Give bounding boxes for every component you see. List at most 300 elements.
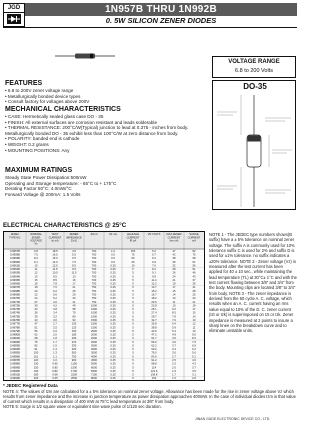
table-cell: 0.25 bbox=[110, 308, 116, 312]
table-cell: 1N964B bbox=[10, 275, 20, 279]
table-cell: 4.9 bbox=[172, 333, 176, 337]
table-cell: 8.4 bbox=[152, 268, 156, 272]
table-cell: 82 bbox=[34, 344, 38, 348]
diode-symbol-icon bbox=[7, 14, 21, 24]
table-cell: 1N962B bbox=[10, 268, 20, 272]
table-cell: 25.1 bbox=[151, 308, 157, 312]
table-cell: 5.6 bbox=[53, 293, 57, 297]
table-column-header: Izm mA bbox=[169, 239, 179, 243]
table-cell: 0.80 bbox=[52, 369, 58, 373]
table-cell: 5.1 bbox=[192, 355, 196, 359]
table-cell: 0.25 bbox=[110, 268, 116, 272]
table-cell: 0.25 bbox=[110, 278, 116, 282]
table-cell: 152 bbox=[151, 377, 157, 380]
table-cell: 1N972B bbox=[10, 304, 20, 308]
table-cell: 17 bbox=[192, 308, 196, 312]
table-cell: 3000 bbox=[91, 348, 97, 352]
max-ratings-heading: MAXIMUM RATINGS bbox=[5, 167, 73, 174]
list-item: Steady State Power Dissipation:500mW bbox=[5, 175, 87, 180]
table-cell: 22.8 bbox=[151, 304, 157, 308]
table-cell: 37 bbox=[192, 278, 196, 282]
table-cell: 10 bbox=[172, 304, 176, 308]
table-cell: 700 bbox=[91, 249, 97, 253]
list-item: Derating Factor 50°C: 4.0mW/°C bbox=[5, 186, 72, 192]
jedec-registered-note: * JEDEC Registered Data bbox=[3, 383, 58, 388]
table-cell: 4.6 bbox=[53, 300, 57, 304]
table-column-header: JEDEC bbox=[10, 233, 20, 237]
table-cell: 4.3 bbox=[192, 362, 196, 366]
table-column-header: IMPEDANCE bbox=[66, 236, 82, 240]
mechanical-heading: MECHANICAL CHARACTERISTICS bbox=[5, 106, 121, 113]
table-cell: 1000 bbox=[91, 311, 97, 315]
table-cell: 5 bbox=[132, 369, 134, 373]
table-cell: 10.5 bbox=[52, 271, 58, 275]
table-cell: 1.5 bbox=[53, 344, 57, 348]
voltage-range-label: VOLTAGE RANGE bbox=[228, 59, 280, 65]
list-item: • CASE: Hermetically sealed glass case DO - 35 bbox=[5, 114, 104, 119]
table-cell: 93 bbox=[72, 318, 76, 322]
table-cell: 62 bbox=[34, 333, 38, 337]
table-column-header: CURRENT bbox=[187, 236, 201, 240]
table-cell: 2.8 bbox=[192, 377, 196, 380]
table-cell: 130 bbox=[33, 362, 39, 366]
table-cell: 0.25 bbox=[110, 366, 116, 370]
table-cell: 3000 bbox=[91, 344, 97, 348]
table-cell: 8.5 bbox=[72, 264, 76, 268]
table-cell: 10 bbox=[192, 329, 196, 333]
list-item: • 6.8 to 200V zener voltage range bbox=[5, 88, 74, 93]
table-cell: 1.9 bbox=[172, 369, 176, 373]
table-cell: 400 bbox=[71, 348, 77, 352]
table-cell: 1N973B bbox=[10, 308, 20, 312]
table-cell: 5.2 bbox=[152, 249, 156, 253]
table-cell: 750 bbox=[91, 297, 97, 301]
table-cell: 6.2 bbox=[53, 289, 57, 293]
table-cell: 0.25 bbox=[110, 322, 116, 326]
table-cell: 13 bbox=[72, 275, 76, 279]
table-cell: 14.0 bbox=[52, 260, 58, 264]
table-cell: 700 bbox=[91, 257, 97, 261]
table-cell: 3.2 bbox=[53, 315, 57, 319]
table-column-header: ZENER bbox=[31, 236, 41, 240]
table-cell: 0.25 bbox=[110, 318, 116, 322]
electrical-table-grid bbox=[4, 232, 204, 380]
table-cell: 35 bbox=[172, 260, 176, 264]
table-column-header: Zzt Ω bbox=[70, 239, 78, 243]
table-cell: 150 bbox=[33, 366, 39, 370]
table-cell: 43 bbox=[34, 318, 38, 322]
table-cell: 1.0 bbox=[111, 249, 115, 253]
table-column-header: VOLTAGE bbox=[30, 239, 42, 243]
table-cell: 1N983B bbox=[10, 344, 20, 348]
table-column-header: TEST bbox=[51, 233, 59, 237]
table-cell: 38.8 bbox=[151, 326, 157, 330]
table-cell: 91 bbox=[34, 348, 38, 352]
table-cell: 16.7 bbox=[151, 293, 157, 297]
table-cell: 5 bbox=[132, 351, 134, 355]
table-cell: 0.25 bbox=[110, 289, 116, 293]
table-cell: 7.5 bbox=[192, 340, 196, 344]
table-column-header: LEAKAGE bbox=[126, 233, 140, 237]
table-cell: 1N980B bbox=[10, 333, 20, 337]
table-cell: 121.6 bbox=[150, 369, 158, 373]
table-cell: 1500 bbox=[91, 326, 97, 330]
table-cell: 8.3 bbox=[192, 337, 196, 341]
table-cell: 2500 bbox=[71, 377, 77, 380]
table-cell: 1700 bbox=[71, 369, 77, 373]
table-cell: 9.5 bbox=[72, 268, 76, 272]
table-cell: 1N975B bbox=[10, 315, 20, 319]
table-cell: 2.5 bbox=[172, 359, 176, 363]
table-cell: 1N976B bbox=[10, 318, 20, 322]
table-cell: 6.4 bbox=[172, 322, 176, 326]
table-cell: 3.3 bbox=[172, 348, 176, 352]
table-cell: 1N963B bbox=[10, 271, 20, 275]
notes-panel bbox=[209, 232, 297, 334]
table-cell: 41 bbox=[72, 300, 76, 304]
table-cell: 3.7 bbox=[172, 344, 176, 348]
list-item: • Consult factory for voltages above 200V bbox=[5, 99, 90, 105]
table-cell: 19 bbox=[172, 282, 176, 286]
table-cell: 1N961B bbox=[10, 264, 20, 268]
table-cell: 25 bbox=[192, 293, 196, 297]
table-cell: 0.25 bbox=[110, 351, 116, 355]
table-cell: 13.7 bbox=[151, 286, 157, 290]
table-cell: 51 bbox=[192, 268, 196, 272]
table-cell: 3000 bbox=[91, 351, 97, 355]
table-cell: 6.5 bbox=[72, 257, 76, 261]
table-cell: 5 bbox=[132, 293, 134, 297]
footer-notes bbox=[3, 389, 297, 409]
table-cell: 19 bbox=[192, 304, 196, 308]
table-cell: 110 bbox=[33, 355, 39, 359]
table-cell: 5.5 bbox=[72, 253, 76, 257]
mechanical-list bbox=[5, 114, 208, 153]
table-cell: 5 bbox=[132, 337, 134, 341]
table-cell: 5 bbox=[132, 322, 134, 326]
table-cell: 28 bbox=[192, 289, 196, 293]
table-cell: 1N959B bbox=[10, 257, 20, 261]
table-cell: 5 bbox=[132, 304, 134, 308]
table-cell: 0.25 bbox=[110, 333, 116, 337]
table-column-header: SURGE bbox=[189, 233, 199, 237]
table-cell: 32 bbox=[172, 264, 176, 268]
table-cell: 69.2 bbox=[151, 348, 157, 352]
table-cell: 7.0 bbox=[53, 286, 57, 290]
table-cell: 5.9 bbox=[172, 326, 176, 330]
table-cell: 1500 bbox=[71, 366, 77, 370]
table-cell: 2.3 bbox=[172, 362, 176, 366]
table-column-header: Izk mA bbox=[109, 233, 117, 237]
table-cell: 21 bbox=[72, 286, 76, 290]
table-cell: 330 bbox=[71, 344, 77, 348]
table-cell: 11 bbox=[34, 268, 38, 272]
table-cell: 4500 bbox=[91, 359, 97, 363]
table-cell: 21 bbox=[192, 300, 196, 304]
voltage-range-box bbox=[212, 56, 296, 78]
table-cell: 5 bbox=[132, 278, 134, 282]
table-cell: 160 bbox=[33, 369, 39, 373]
table-cell: 4.0 bbox=[172, 340, 176, 344]
table-cell: 700 bbox=[91, 278, 97, 282]
table-cell: 2.0 bbox=[53, 333, 57, 337]
table-cell: 0.25 bbox=[110, 337, 116, 341]
table-cell: 5 bbox=[132, 373, 134, 377]
header-divider bbox=[3, 27, 297, 28]
table-cell: 6000 bbox=[91, 366, 97, 370]
table-cell: 8.5 bbox=[53, 278, 57, 282]
table-cell: 2000 bbox=[91, 333, 97, 337]
company-logo bbox=[3, 3, 25, 27]
table-cell: 15 bbox=[34, 278, 38, 282]
table-column-header: Vz bbox=[34, 242, 38, 246]
table-cell: 13 bbox=[34, 275, 38, 279]
table-cell: 7100 bbox=[91, 373, 97, 377]
table-cell: 91.2 bbox=[151, 359, 157, 363]
list-item: • POLARITY: banded end is cathode bbox=[5, 136, 80, 142]
table-cell: 4.2 bbox=[53, 304, 57, 308]
table-cell: 105 bbox=[71, 322, 77, 326]
table-cell: 5 bbox=[132, 282, 134, 286]
table-cell: 33 bbox=[72, 297, 76, 301]
table-cell: 5.7 bbox=[152, 253, 156, 257]
table-cell: 1N991B bbox=[10, 373, 20, 377]
table-cell: 1.7 bbox=[53, 340, 57, 344]
table-cell: 120 bbox=[33, 359, 39, 363]
table-cell: 56 bbox=[192, 264, 196, 268]
table-cell: 750 bbox=[71, 355, 77, 359]
table-cell: 0.25 bbox=[110, 264, 116, 268]
table-cell: 0.25 bbox=[110, 293, 116, 297]
table-cell: 43 bbox=[192, 275, 196, 279]
table-cell: 5 bbox=[132, 333, 134, 337]
table-cell: 1N987B bbox=[10, 359, 20, 363]
table-cell: 0.25 bbox=[110, 369, 116, 373]
table-column-header: CURRENT bbox=[48, 236, 62, 240]
table-cell: 750 bbox=[91, 300, 97, 304]
table-cell: 10 bbox=[131, 264, 135, 268]
table-column-header: VR VOLTS bbox=[147, 233, 161, 237]
table-cell: 7.5 bbox=[34, 253, 38, 257]
table-cell: 1N974B bbox=[10, 311, 20, 315]
table-cell: 700 bbox=[91, 282, 97, 286]
features-heading: FEATURES bbox=[5, 80, 43, 87]
table-cell: 700 bbox=[91, 264, 97, 268]
table-cell: 4.5 bbox=[72, 249, 76, 253]
table-cell: 23 bbox=[192, 297, 196, 301]
table-cell: 9.5 bbox=[53, 275, 57, 279]
table-cell: 7.8 bbox=[53, 282, 57, 286]
table-cell: 1N979B bbox=[10, 329, 20, 333]
table-cell: 11 bbox=[192, 326, 196, 330]
table-cell: 1.0 bbox=[53, 359, 57, 363]
table-cell: 270 bbox=[71, 340, 77, 344]
table-cell: 68 bbox=[34, 337, 38, 341]
table-cell: 47.1 bbox=[151, 333, 157, 337]
table-cell: 5 bbox=[132, 311, 134, 315]
table-cell: 33 bbox=[34, 308, 38, 312]
table-cell: 7.0 bbox=[172, 318, 176, 322]
table-cell: 12 bbox=[34, 271, 38, 275]
table-cell: 0.25 bbox=[110, 377, 116, 380]
table-cell: 9.0 bbox=[192, 333, 196, 337]
table-cell: 4000 bbox=[91, 355, 97, 359]
table-cell: 0.25 bbox=[110, 373, 116, 377]
table-cell: 58 bbox=[72, 308, 76, 312]
table-cell: 9.9 bbox=[152, 275, 156, 279]
table-cell: 1.5 bbox=[172, 377, 176, 380]
table-cell: 5000 bbox=[91, 362, 97, 366]
table-cell: 16 bbox=[72, 278, 76, 282]
list-item: Operating and Storage temperature: - 65°C to + 175°C bbox=[5, 180, 117, 186]
table-cell: 68 bbox=[192, 257, 196, 261]
table-cell: 42.6 bbox=[151, 329, 157, 333]
table-cell: 0.68 bbox=[52, 373, 58, 377]
table-cell: 29.7 bbox=[151, 315, 157, 319]
table-cell: 21 bbox=[172, 278, 176, 282]
features-list bbox=[5, 88, 205, 105]
table-cell: 5 bbox=[132, 289, 134, 293]
table-cell: 2.7 bbox=[172, 355, 176, 359]
table-cell: 20 bbox=[34, 289, 38, 293]
table-cell: 500 bbox=[71, 351, 77, 355]
table-cell: 28 bbox=[172, 268, 176, 272]
table-cell: 1N970B bbox=[10, 297, 20, 301]
table-cell: 5 bbox=[132, 271, 134, 275]
table-cell: 25 bbox=[72, 289, 76, 293]
table-cell: 51 bbox=[34, 326, 38, 330]
table-cell: 51.7 bbox=[151, 337, 157, 341]
table-cell: 0.25 bbox=[110, 362, 116, 366]
table-column-header: IR μA bbox=[129, 239, 137, 243]
table-cell: 6.8 bbox=[34, 249, 38, 253]
table-cell: 1000 bbox=[91, 308, 97, 312]
table-cell: 3.1 bbox=[192, 373, 196, 377]
list-item: • WEIGHT: 0.2 grams bbox=[5, 141, 49, 147]
table-cell: 4.5 bbox=[172, 337, 176, 341]
table-cell: 46 bbox=[192, 271, 196, 275]
table-cell: 6.9 bbox=[152, 260, 156, 264]
table-cell: 0.25 bbox=[110, 359, 116, 363]
table-cell: 0.5 bbox=[111, 260, 115, 264]
table-cell: 5.4 bbox=[172, 329, 176, 333]
table-cell: 6.2 bbox=[192, 348, 196, 352]
table-cell: 1.7 bbox=[172, 373, 176, 377]
table-cell: 5 bbox=[132, 326, 134, 330]
table-cell: 13 bbox=[192, 318, 196, 322]
table-cell: 42 bbox=[172, 253, 176, 257]
document-title: 1N957B THRU 1N992B bbox=[104, 4, 218, 15]
table-cell: 7.8 bbox=[172, 315, 176, 319]
voltage-range-value: 6.8 to 200 Volts bbox=[235, 68, 273, 74]
table-cell: 1N984B bbox=[10, 348, 20, 352]
package-outline-drawing-icon bbox=[213, 93, 295, 209]
max-ratings-list bbox=[5, 175, 205, 197]
table-cell: 0.25 bbox=[110, 344, 116, 348]
table-cell: 1.1 bbox=[53, 355, 57, 359]
table-cell: 8.5 bbox=[172, 311, 176, 315]
table-cell: 0.25 bbox=[110, 315, 116, 319]
table-cell: 47 bbox=[34, 322, 38, 326]
table-cell: 29 bbox=[72, 293, 76, 297]
table-cell: 56.0 bbox=[151, 340, 157, 344]
table-cell: 1N988B bbox=[10, 362, 20, 366]
table-cell: 15.2 bbox=[151, 289, 157, 293]
table-cell: 230 bbox=[71, 337, 77, 341]
table-cell: 5 bbox=[132, 362, 134, 366]
table-cell: 1N966B bbox=[10, 282, 20, 286]
table-cell: 114 bbox=[151, 366, 157, 370]
table-cell: 2.2 bbox=[53, 329, 57, 333]
table-cell: 35.8 bbox=[151, 322, 157, 326]
table-cell: 0.25 bbox=[110, 275, 116, 279]
list-item: Forward Voltage @ 200mA: 1.5 Volts bbox=[5, 191, 81, 197]
table-cell: 5 bbox=[132, 286, 134, 290]
table-cell: 200 bbox=[33, 377, 39, 380]
table-cell: 0.85 bbox=[52, 366, 58, 370]
table-cell: 5 bbox=[132, 355, 134, 359]
table-cell: 5 bbox=[132, 359, 134, 363]
table-cell: 0.25 bbox=[110, 355, 116, 359]
table-cell: 3.7 bbox=[192, 366, 196, 370]
table-cell: 62.2 bbox=[151, 344, 157, 348]
table-cell: 8.2 bbox=[34, 257, 38, 261]
table-cell: 12.2 bbox=[151, 282, 157, 286]
table-cell: 1.8 bbox=[53, 337, 57, 341]
table-cell: 0.25 bbox=[110, 300, 116, 304]
table-cell: 98.8 bbox=[151, 362, 157, 366]
table-cell: 0.25 bbox=[110, 271, 116, 275]
table-cell: 27 bbox=[34, 300, 38, 304]
table-cell: 700 bbox=[91, 260, 97, 264]
table-cell: 5 bbox=[132, 275, 134, 279]
table-cell: 18.2 bbox=[151, 297, 157, 301]
table-cell: 6.9 bbox=[192, 344, 196, 348]
list-item: • FINISH: All external surfaces are corrosion resistant and leads solderable bbox=[5, 119, 157, 125]
table-cell: 11.4 bbox=[151, 278, 157, 282]
table-cell: 9.1 bbox=[34, 260, 38, 264]
table-column-header: CURRENT bbox=[126, 236, 140, 240]
table-cell: 0.65 bbox=[52, 377, 58, 380]
list-item: • MOUNTING POSITIONS: Any bbox=[5, 147, 70, 153]
table-column-header: ZENER bbox=[69, 233, 79, 237]
electrical-table bbox=[3, 231, 205, 381]
table-cell: 125 bbox=[71, 326, 77, 330]
table-cell: 150 bbox=[130, 249, 136, 253]
table-column-header: MAX ZENER bbox=[166, 233, 182, 237]
table-cell: 82 bbox=[192, 249, 196, 253]
table-cell: 3.5 bbox=[192, 369, 196, 373]
table-cell: 1N965B bbox=[10, 278, 20, 282]
diode-illustration-icon bbox=[55, 53, 115, 59]
table-cell: 15 bbox=[172, 289, 176, 293]
table-cell: 5.2 bbox=[53, 297, 57, 301]
table-cell: 1N960B bbox=[10, 260, 20, 264]
table-cell: 6500 bbox=[91, 369, 97, 373]
table-cell: 30 bbox=[34, 304, 38, 308]
table-cell: 0.5 bbox=[111, 253, 115, 257]
notes-text: NOTE 1 - The JEDEC type numbers shown(B suffix) have a ± 5% tolerance on nominal zener voltage. The suffix A is commonly used for 10% tolerance suffix C is used for 2% and suffix D is used for ±1% tolerance. no suffix indicates a ±20% tolerance. NOTE 2 - Zener voltage (Vz) is measured after the test current has been applied for 40 ± 10 sec., while maintaining the lead temperature (TL) at 30°C± 1°C and with the test current flowing between 3/8" and 3/4" from the body. Mounting clips are located 3/8" to 3/4" from body. NOTE 3 - The zener impedance is derived from the 60 cycle A. C. voltage, which results when an A. C. current having an rms value equal to 10% of the D. C. zener current (Izt or Izk) is superimposed on Izt or Izk. Zener impedance is measured at 2 points to insure a sharp knee on the breakdown curve and to eliminate unstable units. bbox=[209, 232, 297, 334]
table-cell: 1N977B bbox=[10, 322, 20, 326]
table-cell: 0.25 bbox=[110, 304, 116, 308]
table-cell: 1N982B bbox=[10, 340, 20, 344]
table-cell: 5 bbox=[132, 340, 134, 344]
table-cell: 0.25 bbox=[110, 311, 116, 315]
table-cell: 18.5 bbox=[52, 249, 58, 253]
table-cell: 7.5 bbox=[72, 260, 76, 264]
table-cell: 1N990B bbox=[10, 369, 20, 373]
copyright-text: JINAN GUDE ELECTRONIC DEVICE CO., LTD. bbox=[195, 417, 271, 421]
